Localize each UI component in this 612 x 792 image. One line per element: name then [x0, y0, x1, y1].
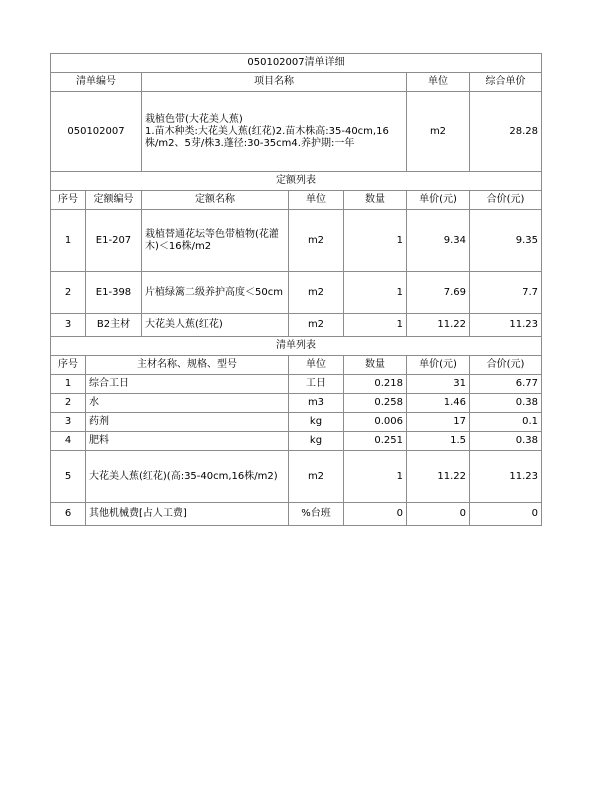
- row-price: 11.22: [407, 451, 470, 503]
- row-qty: 0.006: [344, 413, 407, 432]
- item-unit: m2: [407, 92, 470, 172]
- row-qty: 0.258: [344, 394, 407, 413]
- row-unit: 工日: [289, 375, 344, 394]
- column-header: 数量: [344, 356, 407, 375]
- row-total: 6.77: [470, 375, 542, 394]
- table-row: [51, 314, 542, 337]
- item-code: 050102007: [51, 92, 142, 172]
- row-total: 7.7: [470, 272, 542, 314]
- row-qty: 0: [344, 503, 407, 526]
- table-row: [51, 503, 542, 526]
- table-row: [51, 413, 542, 432]
- table-row: [51, 394, 542, 413]
- table-title: 050102007清单详细: [51, 54, 542, 73]
- row-no: 1: [51, 375, 86, 394]
- table-row: [51, 272, 542, 314]
- row-name: 水: [86, 394, 289, 413]
- row-total: 11.23: [470, 314, 542, 337]
- quota-section-title: 定额列表: [51, 172, 542, 191]
- row-name: 其他机械费[占人工费]: [86, 503, 289, 526]
- detail-table: [50, 53, 542, 526]
- row-name: 栽植替通花坛等色带植物(花灌木)＜16株/m2: [142, 210, 289, 272]
- row-total: 0: [470, 503, 542, 526]
- row-price: 11.22: [407, 314, 470, 337]
- row-qty: 1: [344, 272, 407, 314]
- row-no: 2: [51, 272, 86, 314]
- row-name: 大花美人蕉(红花)(高:35-40cm,16株/m2): [86, 451, 289, 503]
- price-header: 综合单价: [470, 73, 542, 92]
- row-no: 3: [51, 314, 86, 337]
- table-row: [51, 210, 542, 272]
- quota-header-row: [51, 191, 542, 210]
- row-no: 6: [51, 503, 86, 526]
- row-qty: 0.218: [344, 375, 407, 394]
- row-name: 综合工日: [86, 375, 289, 394]
- row-total: 9.35: [470, 210, 542, 272]
- row-total: 0.38: [470, 432, 542, 451]
- column-header: 单价(元): [407, 356, 470, 375]
- row-no: 5: [51, 451, 86, 503]
- code-header: 清单编号: [51, 73, 142, 92]
- column-header: 主材名称、规格、型号: [86, 356, 289, 375]
- row-price: 1.46: [407, 394, 470, 413]
- row-no: 2: [51, 394, 86, 413]
- row-price: 17: [407, 413, 470, 432]
- table-row: [51, 451, 542, 503]
- row-total: 11.23: [470, 451, 542, 503]
- list-section-title: 清单列表: [51, 337, 542, 356]
- row-name: 药剂: [86, 413, 289, 432]
- row-qty: 1: [344, 210, 407, 272]
- row-price: 1.5: [407, 432, 470, 451]
- name-header: 项目名称: [142, 73, 407, 92]
- unit-header: 单位: [407, 73, 470, 92]
- column-header: 定额名称: [142, 191, 289, 210]
- list-header-row: [51, 356, 542, 375]
- row-unit: m2: [289, 272, 344, 314]
- column-header: 数量: [344, 191, 407, 210]
- row-no: 3: [51, 413, 86, 432]
- row-unit: m2: [289, 210, 344, 272]
- column-header: 合价(元): [470, 191, 542, 210]
- row-code: E1-207: [86, 210, 142, 272]
- row-qty: 1: [344, 451, 407, 503]
- row-unit: kg: [289, 432, 344, 451]
- column-header: 合价(元): [470, 356, 542, 375]
- row-unit: %台班: [289, 503, 344, 526]
- row-price: 7.69: [407, 272, 470, 314]
- row-name: 大花美人蕉(红花): [142, 314, 289, 337]
- column-header: 单价(元): [407, 191, 470, 210]
- row-qty: 0.251: [344, 432, 407, 451]
- row-total: 0.1: [470, 413, 542, 432]
- row-unit: m2: [289, 314, 344, 337]
- column-header: 序号: [51, 191, 86, 210]
- row-price: 0: [407, 503, 470, 526]
- row-price: 31: [407, 375, 470, 394]
- item-price: 28.28: [470, 92, 542, 172]
- row-price: 9.34: [407, 210, 470, 272]
- row-no: 1: [51, 210, 86, 272]
- row-name: 肥料: [86, 432, 289, 451]
- column-header: 定额编号: [86, 191, 142, 210]
- row-unit: kg: [289, 413, 344, 432]
- row-qty: 1: [344, 314, 407, 337]
- row-code: E1-398: [86, 272, 142, 314]
- row-code: B2主材: [86, 314, 142, 337]
- row-no: 4: [51, 432, 86, 451]
- row-unit: m3: [289, 394, 344, 413]
- row-unit: m2: [289, 451, 344, 503]
- table-row: [51, 375, 542, 394]
- column-header: 序号: [51, 356, 86, 375]
- row-total: 0.38: [470, 394, 542, 413]
- column-header: 单位: [289, 191, 344, 210]
- column-header: 单位: [289, 356, 344, 375]
- table-row: [51, 432, 542, 451]
- item-name: 栽植色带(大花美人蕉) 1.苗木种类:大花美人蕉(红花)2.苗木株高:35-40cm,16株/m2、5芽/株3.蓬径:30-35cm4.养护期:一年: [142, 92, 407, 172]
- row-name: 片植绿篱二级养护高度＜50cm: [142, 272, 289, 314]
